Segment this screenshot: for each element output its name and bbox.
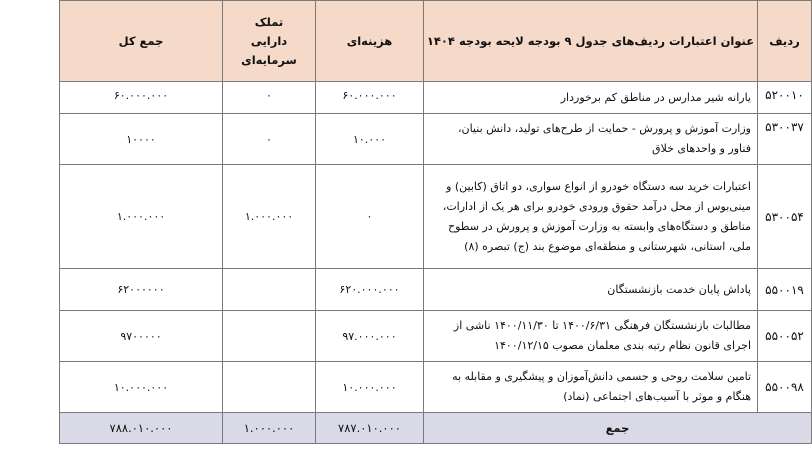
table-row	[60, 165, 812, 269]
header-expense: هزینه‌ای	[316, 1, 424, 82]
row-capital	[223, 362, 316, 413]
header-capital-line: سرمایه‌ای	[241, 52, 297, 67]
table-row	[60, 114, 812, 165]
row-capital	[223, 311, 316, 362]
row-title: پاداش پایان خدمت بازنشستگان	[424, 269, 758, 311]
header-code: ردیف	[758, 1, 812, 82]
row-expense: ۱۰.۰۰۰	[316, 114, 424, 165]
row-total: ۹۷۰۰۰۰۰	[60, 311, 223, 362]
table-row	[60, 269, 812, 311]
header-capital-line: تملک	[254, 14, 284, 29]
header-title: عنوان اعتبارات ردیف‌های جدول ۹ بودجه لایحه بودجه ۱۴۰۴	[424, 1, 758, 82]
row-code: ۵۵۰۰۵۲	[758, 311, 812, 362]
row-title: یارانه شیر مدارس در مناطق کم برخوردار	[424, 82, 758, 114]
row-total: ۶۰.۰۰۰.۰۰۰	[60, 82, 223, 114]
header-total: جمع کل	[60, 1, 223, 82]
totals-capital: ۱.۰۰۰.۰۰۰	[223, 413, 316, 444]
row-code: ۵۵۰۰۹۸	[758, 362, 812, 413]
totals-label: جمع	[424, 413, 812, 444]
budget-table	[59, 0, 812, 444]
table-row	[60, 311, 812, 362]
row-capital: ۱.۰۰۰.۰۰۰	[223, 165, 316, 269]
row-title: وزارت آموزش و پرورش - حمایت از طرح‌های تولید، دانش بنیان، فناور و واحدهای خلاق	[424, 114, 758, 165]
totals-total: ۷۸۸.۰۱۰.۰۰۰	[60, 413, 223, 444]
row-capital	[223, 269, 316, 311]
row-expense: ۹۷.۰۰۰.۰۰۰	[316, 311, 424, 362]
row-capital: ۰	[223, 82, 316, 114]
row-code: ۵۳۰۰۵۴	[758, 165, 812, 269]
row-code: ۵۲۰۰۱۰	[758, 82, 812, 114]
row-total: ۱۰.۰۰۰.۰۰۰	[60, 362, 223, 413]
row-capital: ۰	[223, 114, 316, 165]
totals-expense: ۷۸۷.۰۱۰.۰۰۰	[316, 413, 424, 444]
row-title: مطالبات بازنشستگان فرهنگی ۱۴۰۰/۶/۳۱ تا ۱۴۰۰/۱۱/۳۰ ناشی از اجرای قانون نظام رتبه بندی معلمان مصوب ۱۴۰۰/۱۲/۱۵	[424, 311, 758, 362]
row-code: ۵۵۰۰۱۹	[758, 269, 812, 311]
row-total: ۱۰۰۰۰	[60, 114, 223, 165]
row-expense: ۶۰.۰۰۰.۰۰۰	[316, 82, 424, 114]
row-expense: ۰	[316, 165, 424, 269]
header-capital	[223, 1, 316, 82]
table-row	[60, 362, 812, 413]
header-capital-line: دارایی	[250, 33, 288, 48]
row-expense: ۱۰.۰۰۰.۰۰۰	[316, 362, 424, 413]
row-expense: ۶۲۰.۰۰۰.۰۰۰	[316, 269, 424, 311]
table-row	[60, 82, 812, 114]
row-code: ۵۳۰۰۳۷	[758, 114, 812, 165]
row-total: ۱.۰۰۰.۰۰۰	[60, 165, 223, 269]
budget-document	[60, 0, 812, 451]
header-row	[60, 1, 812, 82]
row-title: اعتبارات خرید سه دستگاه خودرو از انواع سواری، دو اتاق (کابین) و مینی‌بوس از محل درآمد حقوق ورودی خودرو برای هر یک از ادارات، مناطق و دستگاه‌های وابسته به وزارت آموزش و پرورش در سطوح ملی، استانی، شهرستانی و منطقه‌ای موضوع بند (ج) تبصره (۸)	[424, 165, 758, 269]
totals-row	[60, 413, 812, 444]
row-title: تامین سلامت روحی و جسمی دانش‌آموزان و پیشگیری و مقابله به هنگام و موثر با آسیب‌های اجتماعی (نماد)	[424, 362, 758, 413]
row-total: ۶۲۰۰۰۰۰۰	[60, 269, 223, 311]
